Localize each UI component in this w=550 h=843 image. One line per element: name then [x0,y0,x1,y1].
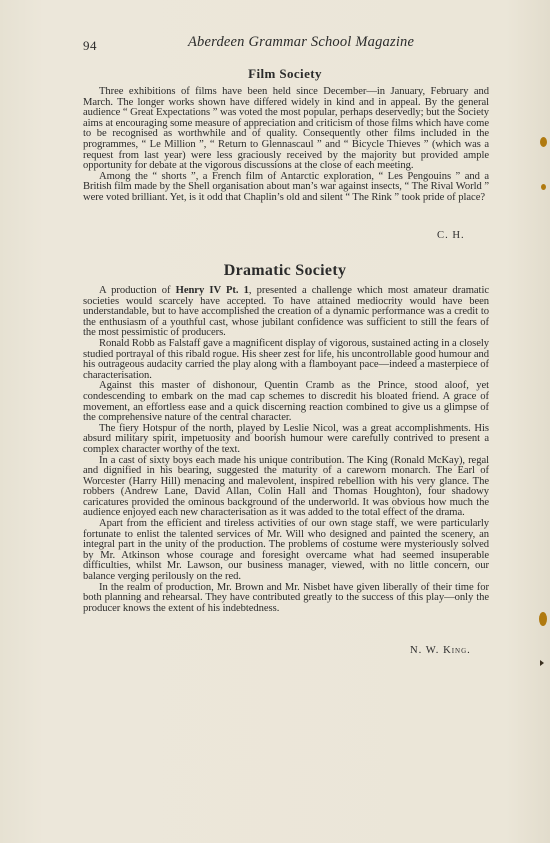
drama-paragraph-staff: Apart from the efficient and tireless activities of our own stage staff, we were particularly fortunate to enlist the talented services of Mr. Will who designed and painted the scenery, an integral part in the unity of the production. The problems of costume were mysteriously solved by Mr. Atkinson whose courage and foresight overcame what had seemed insuperable difficulties, whilst Mr. Lawson, our business manager, viewed, with no little concern, our balance verging perilously on the red. [83,518,489,583]
film-society-heading: Film Society [248,66,322,81]
edge-arrow-mark [540,660,544,666]
intro-prefix: A production of [99,285,176,296]
drama-paragraph-hotspur: The fiery Hotspur of the north, played by Leslie Nicol, was a great accomplishments. His absurd military spirit, impetuosity and boorish humour were carefully contrived to present a complex character worthy of the text. [83,422,489,455]
film-paragraph-2: Among the “ shorts ”, a French film of Antarctic exploration, “ Les Pengouins ” and a British film made by the Shell organisation about man’s war against insects, “ The Rival World ” were voted brilliant. Yet, is it odd that Chaplin’s old and silent “ The Rink ” took pride of place? [83,170,489,203]
drama-paragraph-intro [83,286,489,339]
edge-stain-mark [539,612,547,626]
running-title: Aberdeen Grammar School Magazine [188,34,415,50]
intro-rest: , presented a challenge which most amateur dramatic societies would scarcely have accepted. To have attained mediocrity would have been understandable, but to have accomplished the creation of a dynamic performance was a credit to the enthusiasm of a youthful cast, whose jubilant confidence was sufficient to still the fears of the most pessimistic of producers. [83,285,489,339]
film-paragraph-1: Three exhibitions of films have been held since December—in January, February and March. The longer works shown have differed widely in kind and in appeal. By the general audience “ Great Expectations ” was voted the most popular, perhaps deservedly; but the Society aims at encouraging some measure of appreciation and criticism of those films which have come to be recognised as worthwhile and of quality. Consequently other films included in the programmes, “ Le Million ”, “ Return to Glennascaul ” and “ Bicycle Thieves ” (which was a request from last year) were less graciously received by the majority but provided ample opportunity for debate at the vigorous discussions at the close of each meeting. [83,86,489,172]
drama-paragraph-production: In the realm of production, Mr. Brown and Mr. Nisbet have given liberally of their time for both planning and rehearsal. They have contributed greatly to the success of this play—only the producer knows the extent of his indebtedness. [83,581,489,614]
film-society-article [83,87,489,204]
play-title: Henry IV Pt. 1 [175,285,249,296]
edge-stain-mark [540,137,547,147]
dramatic-society-article [83,286,489,614]
page-number: 94 [83,38,97,53]
film-society-signature: C. H. [437,230,465,241]
dramatic-society-heading: Dramatic Society [223,262,347,279]
edge-stain-mark [541,184,546,190]
drama-paragraph-cast: In a cast of sixty boys each made his unique contribution. The King (Ronald McKay), regal and dignified in his bearing, suggested the maturity of a careworn monarch. The Earl of Worcester (Harry Hill) menacing and malevolent, inspired rebellion with his very glance. The robbers (Andrew Lane, David Allan, Colin Hall and Thomas Houghton), four shadowy caricatures provided the ominous background of the underworld. It was obvious how much the audience enjoyed each new characterisation as it was added to the total effect of the drama. [83,454,489,519]
drama-paragraph-prince: Against this master of dishonour, Quentin Cramb as the Prince, stood aloof, yet condescending to embark on the mad cap schemes to discredit his bloated friend. A grace of movement, an effortless ease and a quick discerning reaction combined to give us a glimpse of the comprehensive nature of the central character. [83,380,489,424]
dramatic-society-signature: N. W. King. [410,645,471,656]
drama-paragraph-falstaff: Ronald Robb as Falstaff gave a magnificent display of vigorous, sustained acting in a closely studied portrayal of this ribald rogue. His sheer zest for life, his uncontrollable good humour and his outrageous audacity carried the play along with a flamboyant pace—indeed a masterpiece of characterisation. [83,337,489,381]
